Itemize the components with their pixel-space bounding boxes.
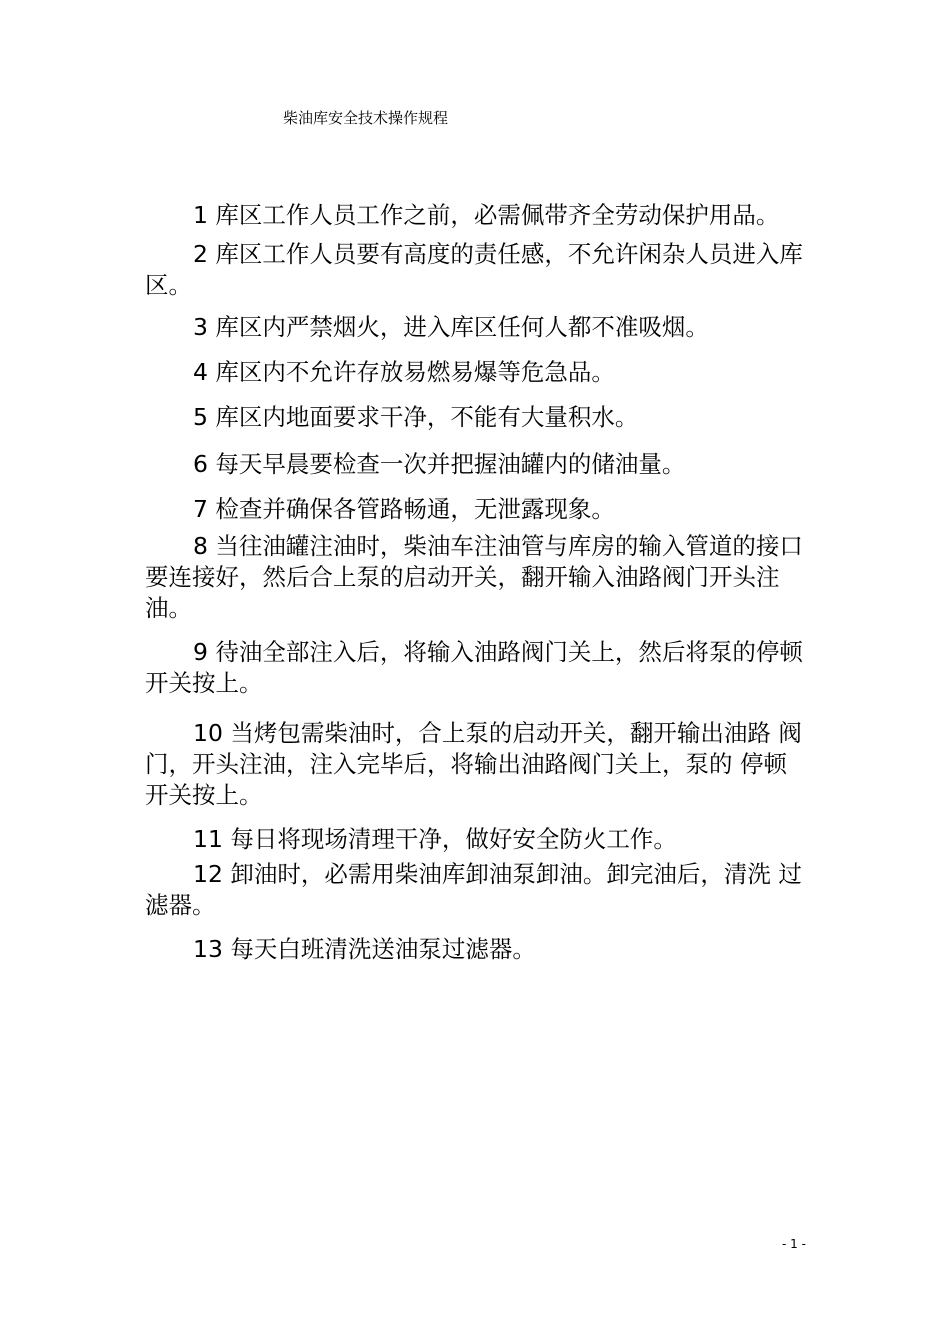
rule-item-10: 10 当烤包需柴油时，合上泵的启动开关，翻开输出油路 阀门，开头注油，注入完毕后，将输出油路阀门关上，泵的 停顿开关按上。 <box>145 719 802 809</box>
rule-item-4: 4 库区内不允许存放易燃易爆等危急品。 <box>193 358 615 386</box>
rule-item-3: 3 库区内严禁烟火，进入库区任何人都不准吸烟。 <box>193 313 709 341</box>
rule-item-7: 7 检查并确保各管路畅通，无泄露现象。 <box>193 495 615 523</box>
rule-item-13: 13 每天白班清洗送油泵过滤器。 <box>193 935 536 963</box>
rule-item-9: 9 待油全部注入后，将输入油路阀门关上，然后将泵的停顿开关按上。 <box>145 638 803 697</box>
rule-item-5: 5 库区内地面要求干净，不能有大量积水。 <box>193 403 639 431</box>
rule-item-8: 8 当往油罐注油时，柴油车注油管与库房的输入管道的接口要连接好，然后合上泵的启动开关，翻开输入油路阀门开头注油。 <box>145 532 803 622</box>
rule-item-6: 6 每天早晨要检查一次并把握油罐内的储油量。 <box>193 450 686 478</box>
rule-item-12: 12 卸油时，必需用柴油库卸油泵卸油。卸完油后，清洗 过滤器。 <box>145 860 802 919</box>
page-number: - 1 - <box>782 1237 806 1251</box>
rule-item-11: 11 每日将现场清理干净，做好安全防火工作。 <box>193 825 677 853</box>
rule-item-1: 1 库区工作人员工作之前，必需佩带齐全劳动保护用品。 <box>193 201 780 229</box>
rule-item-2: 2 库区工作人员要有高度的责任感，不允许闲杂人员进入库区。 <box>145 240 803 299</box>
document-title: 柴油库安全技术操作规程 <box>283 109 449 127</box>
